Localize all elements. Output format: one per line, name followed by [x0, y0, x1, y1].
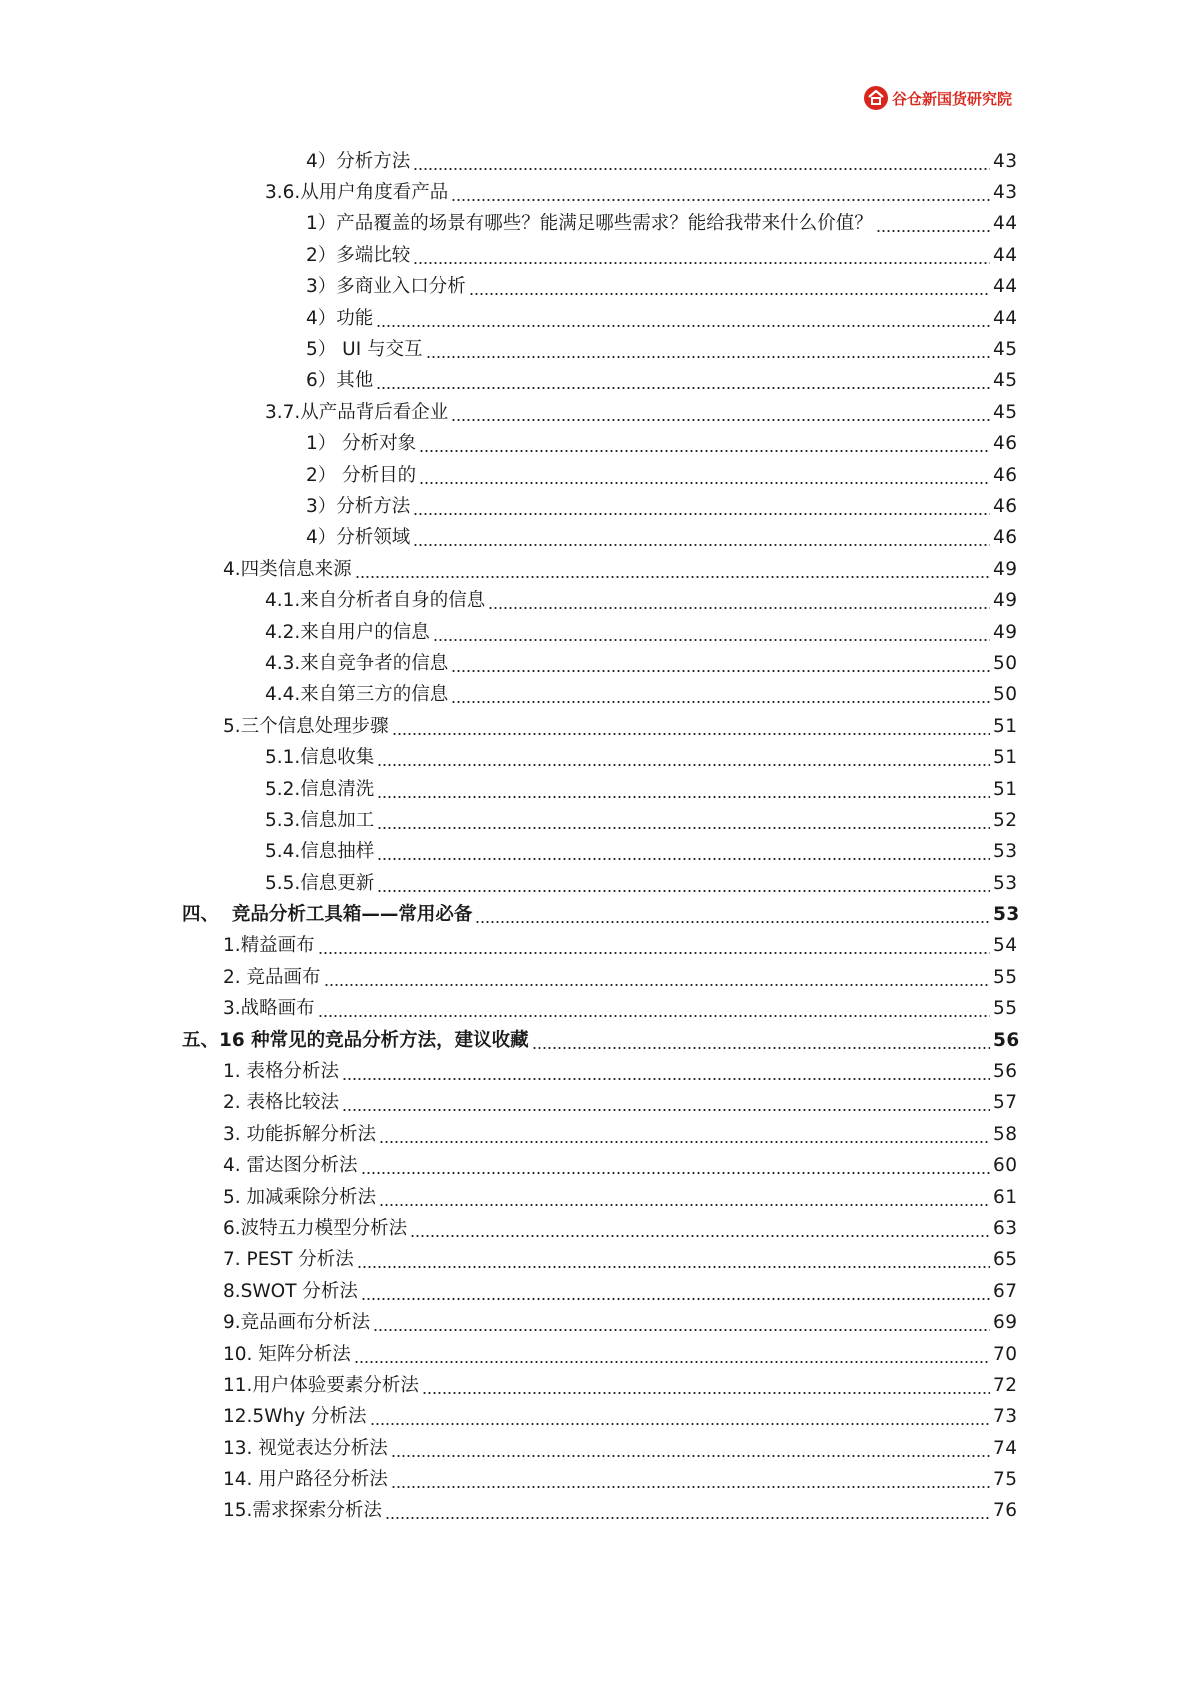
toc-entry-page: 67 — [993, 1280, 1018, 1302]
toc-entry-title: 四、 竞品分析工具箱——常用必备 — [182, 904, 473, 926]
header-logo — [864, 86, 1012, 110]
toc-entry[interactable] — [0, 931, 1190, 962]
toc-entry[interactable] — [0, 554, 1190, 585]
toc-entry[interactable] — [0, 1276, 1190, 1307]
toc-entry[interactable] — [0, 1182, 1190, 1213]
toc-entry[interactable] — [0, 1464, 1190, 1495]
toc-entry-page: 53 — [993, 904, 1020, 926]
toc-dot-leader — [355, 561, 990, 579]
toc-entry-title: 3.6.从用户角度看产品 — [265, 182, 449, 204]
toc-entry[interactable] — [0, 1339, 1190, 1370]
toc-entry[interactable] — [0, 1088, 1190, 1119]
toc-entry-title: 1. 表格分析法 — [223, 1061, 340, 1083]
granary-logo-icon — [864, 86, 888, 110]
toc-entry[interactable] — [0, 648, 1190, 679]
toc-dot-leader — [377, 843, 990, 861]
toc-dot-leader — [385, 1502, 990, 1520]
toc-entry-title: 4. 雷达图分析法 — [223, 1155, 358, 1177]
toc-entry-title: 5.1.信息收集 — [265, 747, 375, 769]
toc-dot-leader — [318, 937, 990, 955]
toc-entry[interactable] — [0, 491, 1190, 522]
toc-entry-title: 2）多端比较 — [306, 244, 411, 266]
toc-entry-title: 13. 视觉表达分析法 — [223, 1437, 388, 1459]
toc-entry[interactable] — [0, 711, 1190, 742]
toc-dot-leader — [422, 1377, 990, 1395]
toc-entry-page: 56 — [993, 1029, 1020, 1051]
toc-entry-title: 五、16 种常见的竞品分析方法，建议收藏 — [182, 1029, 529, 1051]
toc-entry-title: 1）产品覆盖的场景有哪些？能满足哪些需求？能给我带来什么价值？ — [306, 213, 873, 235]
toc-entry-title: 6.波特五力模型分析法 — [223, 1217, 408, 1239]
toc-entry-page: 45 — [993, 339, 1018, 361]
toc-dot-leader — [419, 467, 990, 485]
toc-entry[interactable] — [0, 429, 1190, 460]
toc-entry-title: 5.三个信息处理步骤 — [223, 715, 389, 737]
toc-entry[interactable] — [0, 397, 1190, 428]
toc-dot-leader — [391, 1440, 990, 1458]
toc-dot-leader — [413, 498, 990, 516]
toc-entry-title: 3）分析方法 — [306, 495, 411, 517]
toc-dot-leader — [433, 624, 990, 642]
toc-entry-page: 74 — [993, 1437, 1018, 1459]
toc-dot-leader — [377, 812, 990, 830]
toc-entry-title: 8.SWOT 分析法 — [223, 1280, 358, 1302]
toc-entry-page: 54 — [993, 935, 1018, 957]
toc-entry-page: 70 — [993, 1343, 1018, 1365]
toc-dot-leader — [377, 875, 990, 893]
toc-entry-title: 3）多商业入口分析 — [306, 276, 466, 298]
toc-entry-title: 4）分析方法 — [306, 150, 411, 172]
toc-entry[interactable] — [0, 177, 1190, 208]
toc-entry[interactable] — [0, 146, 1190, 177]
toc-entry[interactable] — [0, 1307, 1190, 1338]
toc-dot-leader — [392, 718, 990, 736]
toc-entry-page: 46 — [993, 527, 1018, 549]
toc-dot-leader — [451, 655, 990, 673]
toc-entry-title: 4.2.来自用户的信息 — [265, 621, 430, 643]
toc-entry-title: 7. PEST 分析法 — [223, 1249, 354, 1271]
toc-entry-page: 53 — [993, 841, 1018, 863]
toc-dot-leader — [376, 372, 990, 390]
toc-dot-leader — [426, 341, 990, 359]
toc-entry[interactable] — [0, 837, 1190, 868]
toc-entry-page: 57 — [993, 1092, 1018, 1114]
toc-entry-page: 58 — [993, 1123, 1018, 1145]
toc-entry-title: 4.4.来自第三方的信息 — [265, 684, 449, 706]
toc-entry-page: 72 — [993, 1374, 1018, 1396]
toc-entry[interactable] — [0, 585, 1190, 616]
toc-entry-page: 63 — [993, 1217, 1018, 1239]
toc-entry-page: 46 — [993, 433, 1018, 455]
toc-entry-page: 46 — [993, 464, 1018, 486]
toc-entry[interactable] — [0, 209, 1190, 240]
toc-entry-title: 15.需求探索分析法 — [223, 1500, 382, 1522]
toc-entry-page: 60 — [993, 1155, 1018, 1177]
toc-entry-page: 73 — [993, 1406, 1018, 1428]
toc-entry-page: 44 — [993, 276, 1018, 298]
toc-entry-title: 4.3.来自竞争者的信息 — [265, 652, 449, 674]
toc-entry-title: 12.5Why 分析法 — [223, 1406, 367, 1428]
toc-entry-title: 5） UI 与交互 — [306, 339, 423, 361]
toc-entry-page: 45 — [993, 401, 1018, 423]
toc-entry[interactable] — [0, 1119, 1190, 1150]
toc-dot-leader — [361, 1283, 990, 1301]
toc-entry-title: 3.战略画布 — [223, 998, 315, 1020]
toc-entry-page: 43 — [993, 150, 1018, 172]
toc-entry[interactable] — [0, 617, 1190, 648]
toc-entry[interactable] — [0, 680, 1190, 711]
toc-entry[interactable] — [0, 334, 1190, 365]
toc-dot-leader — [354, 1346, 990, 1364]
toc-entry-page: 76 — [993, 1500, 1018, 1522]
toc-dot-leader — [324, 969, 990, 987]
toc-entry[interactable] — [0, 1025, 1190, 1056]
toc-dot-leader — [376, 310, 990, 328]
toc-entry-page: 75 — [993, 1469, 1018, 1491]
toc-entry[interactable] — [0, 962, 1190, 993]
toc-entry[interactable] — [0, 994, 1190, 1025]
toc-entry[interactable] — [0, 899, 1190, 930]
toc-entry-title: 5.3.信息加工 — [265, 809, 375, 831]
toc-entry-page: 51 — [993, 778, 1018, 800]
toc-dot-leader — [532, 1032, 990, 1050]
toc-entry-title: 1.精益画布 — [223, 935, 315, 957]
toc-entry-title: 11.用户体验要素分析法 — [223, 1374, 419, 1396]
toc-entry[interactable] — [0, 805, 1190, 836]
toc-dot-leader — [342, 1063, 990, 1081]
toc-entry-title: 5.2.信息清洗 — [265, 778, 375, 800]
toc-dot-leader — [410, 1220, 990, 1238]
toc-dot-leader — [488, 592, 990, 610]
toc-entry-page: 44 — [993, 244, 1018, 266]
toc-dot-leader — [451, 686, 990, 704]
toc-dot-leader — [413, 153, 990, 171]
toc-entry[interactable] — [0, 868, 1190, 899]
toc-entry[interactable] — [0, 303, 1190, 334]
toc-entry[interactable] — [0, 774, 1190, 805]
toc-entry-title: 5.5.信息更新 — [265, 872, 375, 894]
toc-dot-leader — [361, 1157, 990, 1175]
toc-dot-leader — [357, 1251, 990, 1269]
toc-entry[interactable] — [0, 1433, 1190, 1464]
toc-entry[interactable] — [0, 1402, 1190, 1433]
toc-entry[interactable] — [0, 1213, 1190, 1244]
toc-entry-title: 4.四类信息来源 — [223, 558, 352, 580]
toc-dot-leader — [318, 1000, 990, 1018]
toc-entry[interactable] — [0, 240, 1190, 271]
toc-entry-page: 50 — [993, 652, 1018, 674]
toc-dot-leader — [342, 1094, 990, 1112]
toc-dot-leader — [391, 1471, 990, 1489]
toc-entry-page: 45 — [993, 370, 1018, 392]
toc-entry[interactable] — [0, 1245, 1190, 1276]
toc-entry-page: 49 — [993, 621, 1018, 643]
toc-dot-leader — [373, 1314, 990, 1332]
toc-dot-leader — [451, 404, 990, 422]
toc-entry-page: 43 — [993, 182, 1018, 204]
toc-entry-title: 2. 表格比较法 — [223, 1092, 340, 1114]
toc-entry-page: 52 — [993, 809, 1018, 831]
toc-entry-title: 14. 用户路径分析法 — [223, 1469, 388, 1491]
toc-entry-page: 53 — [993, 872, 1018, 894]
toc-dot-leader — [413, 529, 990, 547]
toc-entry-page: 49 — [993, 558, 1018, 580]
toc-entry-page: 55 — [993, 966, 1018, 988]
toc-entry-title: 6）其他 — [306, 370, 374, 392]
toc-entry-page: 56 — [993, 1061, 1018, 1083]
toc-entry-title: 9.竞品画布分析法 — [223, 1312, 371, 1334]
toc-dot-leader — [377, 781, 990, 799]
logo-text: 谷仓新国货研究院 — [892, 89, 1013, 108]
toc-dot-leader — [475, 906, 990, 924]
toc-entry[interactable] — [0, 460, 1190, 491]
toc-entry-page: 44 — [993, 307, 1018, 329]
toc-entry-title: 3. 功能拆解分析法 — [223, 1123, 377, 1145]
toc-dot-leader — [419, 435, 990, 453]
toc-entry-title: 4.1.来自分析者自身的信息 — [265, 590, 486, 612]
toc-entry-title: 5.4.信息抽样 — [265, 841, 375, 863]
toc-entry-page: 61 — [993, 1186, 1018, 1208]
toc-entry[interactable] — [0, 1370, 1190, 1401]
toc-entry-title: 2. 竞品画布 — [223, 966, 321, 988]
toc-dot-leader — [876, 215, 990, 233]
toc-entry-page: 46 — [993, 495, 1018, 517]
toc-entry-page: 51 — [993, 747, 1018, 769]
toc-entry-page: 49 — [993, 590, 1018, 612]
toc-dot-leader — [451, 184, 990, 202]
toc-dot-leader — [379, 1189, 990, 1207]
toc-entry-title: 2） 分析目的 — [306, 464, 417, 486]
toc-dot-leader — [379, 1126, 990, 1144]
toc-entry-page: 44 — [993, 213, 1018, 235]
toc-entry[interactable] — [0, 1151, 1190, 1182]
toc-entry[interactable] — [0, 1496, 1190, 1527]
toc-entry[interactable] — [0, 366, 1190, 397]
toc-entry[interactable] — [0, 272, 1190, 303]
toc-entry-title: 4）功能 — [306, 307, 374, 329]
toc-entry-title: 1） 分析对象 — [306, 433, 417, 455]
toc-dot-leader — [469, 278, 990, 296]
toc-entry-title: 10. 矩阵分析法 — [223, 1343, 351, 1365]
toc-entry-page: 65 — [993, 1249, 1018, 1271]
toc-entry[interactable] — [0, 523, 1190, 554]
toc-dot-leader — [413, 247, 990, 265]
toc-entry-page: 51 — [993, 715, 1018, 737]
toc-entry-page: 69 — [993, 1312, 1018, 1334]
toc-entry-page: 50 — [993, 684, 1018, 706]
toc-entry-page: 55 — [993, 998, 1018, 1020]
toc-dot-leader — [370, 1408, 990, 1426]
toc-entry-title: 3.7.从产品背后看企业 — [265, 401, 449, 423]
toc-entry-title: 4）分析领域 — [306, 527, 411, 549]
toc-entry[interactable] — [0, 742, 1190, 773]
table-of-contents — [0, 146, 1190, 1527]
toc-entry[interactable] — [0, 1056, 1190, 1087]
toc-dot-leader — [377, 749, 990, 767]
toc-entry-title: 5. 加减乘除分析法 — [223, 1186, 377, 1208]
